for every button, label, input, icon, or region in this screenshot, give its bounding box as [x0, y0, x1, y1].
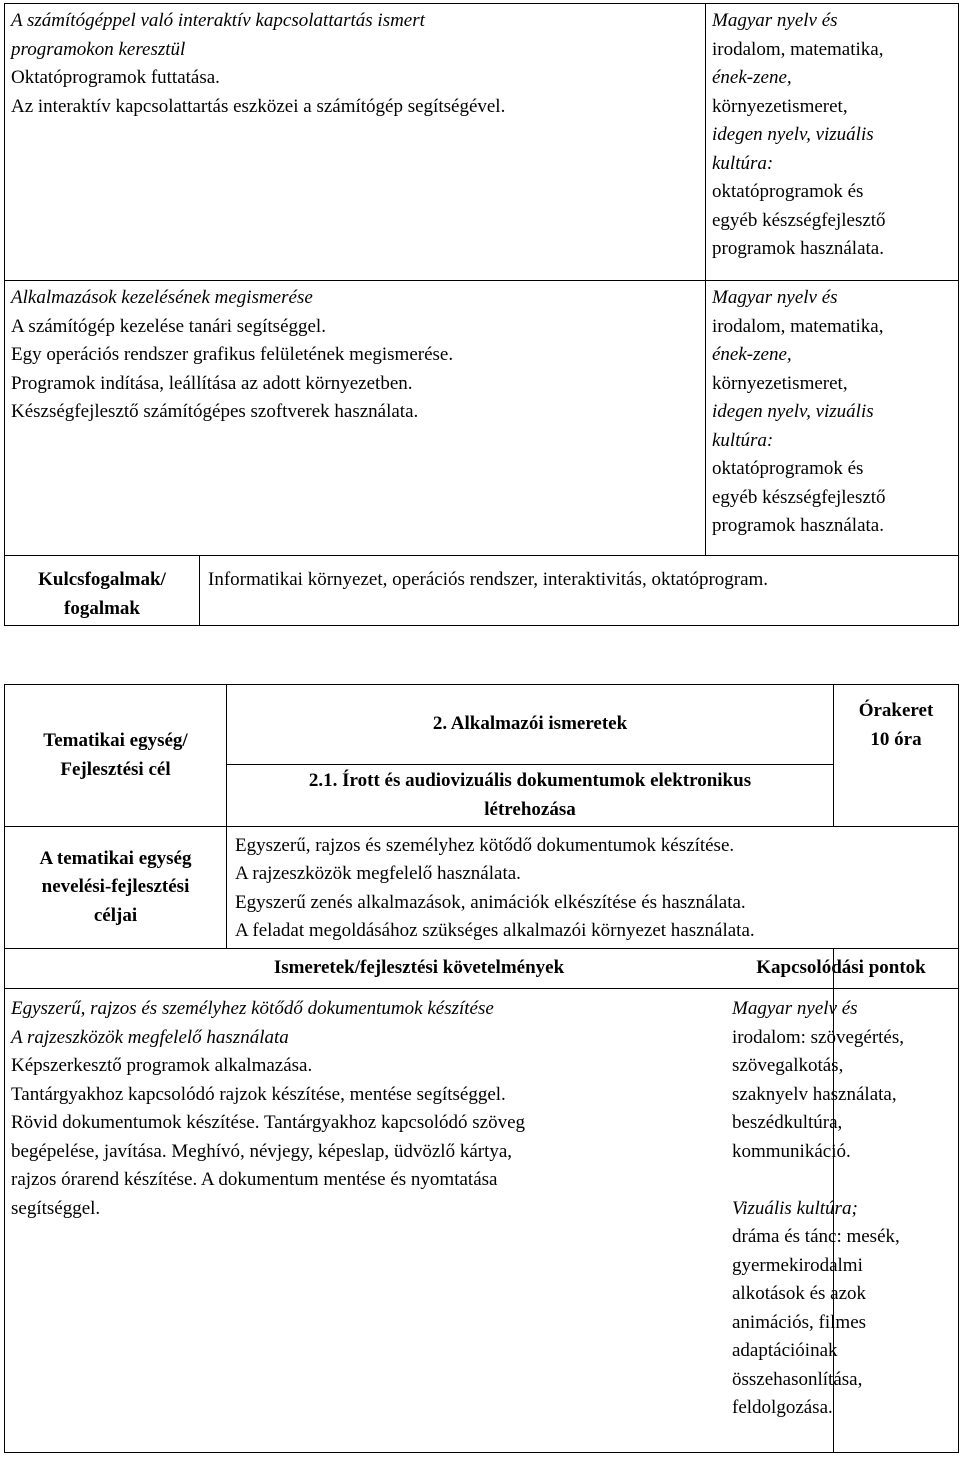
subunit-line: létrehozása	[484, 798, 576, 820]
text-line: Oktatóprogramok futtatása.	[11, 67, 220, 88]
label-line: A tematikai egység	[39, 847, 192, 869]
text-line: irodalom, matematika,	[712, 315, 884, 337]
text-line: irodalom: szövegértés,	[732, 1026, 905, 1048]
text-line: A rajzeszközök megfelelő használata.	[235, 863, 521, 884]
key-concepts-label	[5, 556, 200, 626]
text-line: környezetismeret,	[712, 95, 848, 117]
requirements-cell	[5, 989, 834, 1453]
subunit-title	[227, 765, 834, 827]
requirements-header	[5, 949, 834, 989]
text-line: Az interaktív kapcsolattartás eszközei a számítógép segítségével.	[11, 95, 506, 117]
goals-label	[5, 827, 227, 949]
text-line: Egyszerű, rajzos és személyhez kötődő dokumentumok készítése	[11, 998, 494, 1019]
table-row	[5, 949, 959, 989]
unit-title	[227, 685, 834, 765]
text-line: környezetismeret,	[712, 372, 848, 394]
label-line: Kulcsfogalmak/	[38, 569, 166, 590]
text-line: irodalom, matematika,	[712, 38, 884, 60]
text-line: Tantárgyakhoz kapcsolódó rajzok készítése, mentése segítséggel.	[11, 1083, 506, 1105]
activity-cell	[5, 4, 706, 281]
text-line: egyéb készségfejlesztő	[712, 209, 886, 231]
text-line: oktatóprogramok és	[712, 458, 864, 479]
text-line: Magyar nyelv és	[732, 998, 858, 1019]
text-line: adaptációinak	[732, 1340, 838, 1361]
text-line: A számítógép kezelése tanári segítséggel.	[11, 315, 326, 337]
text-line: kultúra:	[712, 152, 774, 174]
connections-header	[756, 949, 959, 989]
connection-list	[712, 284, 952, 541]
text-line: Rövid dokumentumok készítése. Tantárgyakhoz kapcsolódó szöveg	[11, 1112, 526, 1133]
text-line: ének-zene,	[712, 67, 792, 88]
subunit-line: 2.1. Írott és audiovizuális dokumentumok elektronikus	[308, 770, 752, 791]
text-line: animációs, filmes	[732, 1311, 867, 1333]
key-concepts-value	[200, 556, 959, 626]
text-line: A számítógéppel való interaktív kapcsolattartás ismert	[11, 10, 425, 31]
requirements-list	[11, 995, 827, 1223]
text-line: programok használata.	[712, 238, 884, 259]
text-line: Egyszerű zenés alkalmazások, animációk elkészítése és használata.	[235, 891, 746, 913]
text-line	[732, 1166, 952, 1195]
table-row	[5, 685, 959, 765]
text-line: szövegalkotás,	[732, 1055, 844, 1076]
text-line: segítséggel.	[11, 1197, 101, 1219]
text-line: programok használata.	[712, 515, 884, 536]
hours-value: 10 óra	[870, 728, 922, 750]
text-line: alkotások és azok	[732, 1283, 867, 1304]
text-line: Készségfejlesztő számítógépes szoftverek használata.	[11, 401, 419, 422]
text-line: gyermekirodalmi	[732, 1254, 863, 1276]
table-row	[5, 989, 959, 1453]
text-line: Alkalmazások kezelésének megismerése	[11, 287, 313, 308]
text-line: idegen nyelv, vizuális	[712, 401, 874, 422]
curriculum-table-top	[4, 3, 959, 626]
table-row	[5, 4, 959, 281]
connection-list	[712, 7, 952, 264]
text-line: A rajzeszközök megfelelő használata	[11, 1026, 289, 1048]
requirements-header-text: Ismeretek/fejlesztési követelmények	[273, 957, 565, 979]
text-line: ének-zene,	[712, 344, 792, 365]
table-row	[5, 556, 959, 626]
text-line: Magyar nyelv és	[712, 287, 838, 308]
table-row	[5, 827, 959, 949]
text-line: Egyszerű, rajzos és személyhez kötődő dokumentumok készítése.	[235, 834, 735, 856]
connection-cell	[706, 4, 959, 281]
text-line: idegen nyelv, vizuális	[712, 124, 874, 145]
hours-label: Órakeret	[858, 700, 934, 721]
text-line: Vizuális kultúra;	[732, 1197, 858, 1219]
text-line: Egy operációs rendszer grafikus felületének megismerése.	[11, 344, 454, 365]
text-line: oktatóprogramok és	[712, 181, 864, 202]
text-line: begépelése, javítása. Meghívó, névjegy, képeslap, üdvözlő kártya,	[11, 1140, 513, 1162]
text-line: dráma és tánc: mesék,	[732, 1226, 900, 1247]
text-line: Képszerkesztő programok alkalmazása.	[11, 1055, 313, 1076]
activity-cell	[5, 281, 706, 556]
unit-label	[5, 685, 227, 827]
text-line: rajzos órarend készítése. A dokumentum mentése és nyomtatása	[11, 1169, 498, 1190]
label-line: nevelési-fejlesztési	[41, 876, 190, 898]
goals-cell	[227, 827, 959, 949]
connections-header-text: Kapcsolódási pontok	[756, 957, 926, 979]
text-line: beszédkultúra,	[732, 1112, 843, 1133]
unit-title-text: 2. Alkalmazói ismeretek	[432, 713, 628, 735]
activity-list	[11, 284, 699, 427]
table-row	[5, 281, 959, 556]
connection-cell	[706, 281, 959, 556]
activity-list	[11, 7, 699, 121]
goals-list	[235, 832, 958, 946]
label-line: céljai	[93, 904, 138, 926]
key-concepts-text: Informatikai környezet, operációs rendszer, interaktivitás, oktatóprogram.	[208, 569, 769, 590]
curriculum-table-unit	[4, 684, 959, 1453]
text-line: kommunikáció.	[732, 1140, 851, 1162]
label-line: Tematikai egység/	[43, 730, 188, 751]
text-line: kultúra:	[712, 429, 774, 451]
hours-cell	[834, 685, 959, 827]
text-line: programokon keresztül	[11, 38, 186, 60]
text-line: Magyar nyelv és	[712, 10, 838, 31]
text-line: Programok indítása, leállítása az adott környezetben.	[11, 372, 413, 394]
text-line: feldolgozása.	[732, 1397, 833, 1418]
text-line: szaknyelv használata,	[732, 1083, 897, 1105]
label-line: Fejlesztési cél	[60, 758, 171, 780]
text-line: összehasonlítása,	[732, 1368, 863, 1390]
label-line: fogalmak	[64, 597, 140, 619]
connections-cell	[732, 989, 959, 1453]
text-line: A feladat megoldásához szükséges alkalmazói környezet használata.	[235, 920, 755, 941]
text-line: egyéb készségfejlesztő	[712, 486, 886, 508]
connections-list	[732, 995, 952, 1423]
